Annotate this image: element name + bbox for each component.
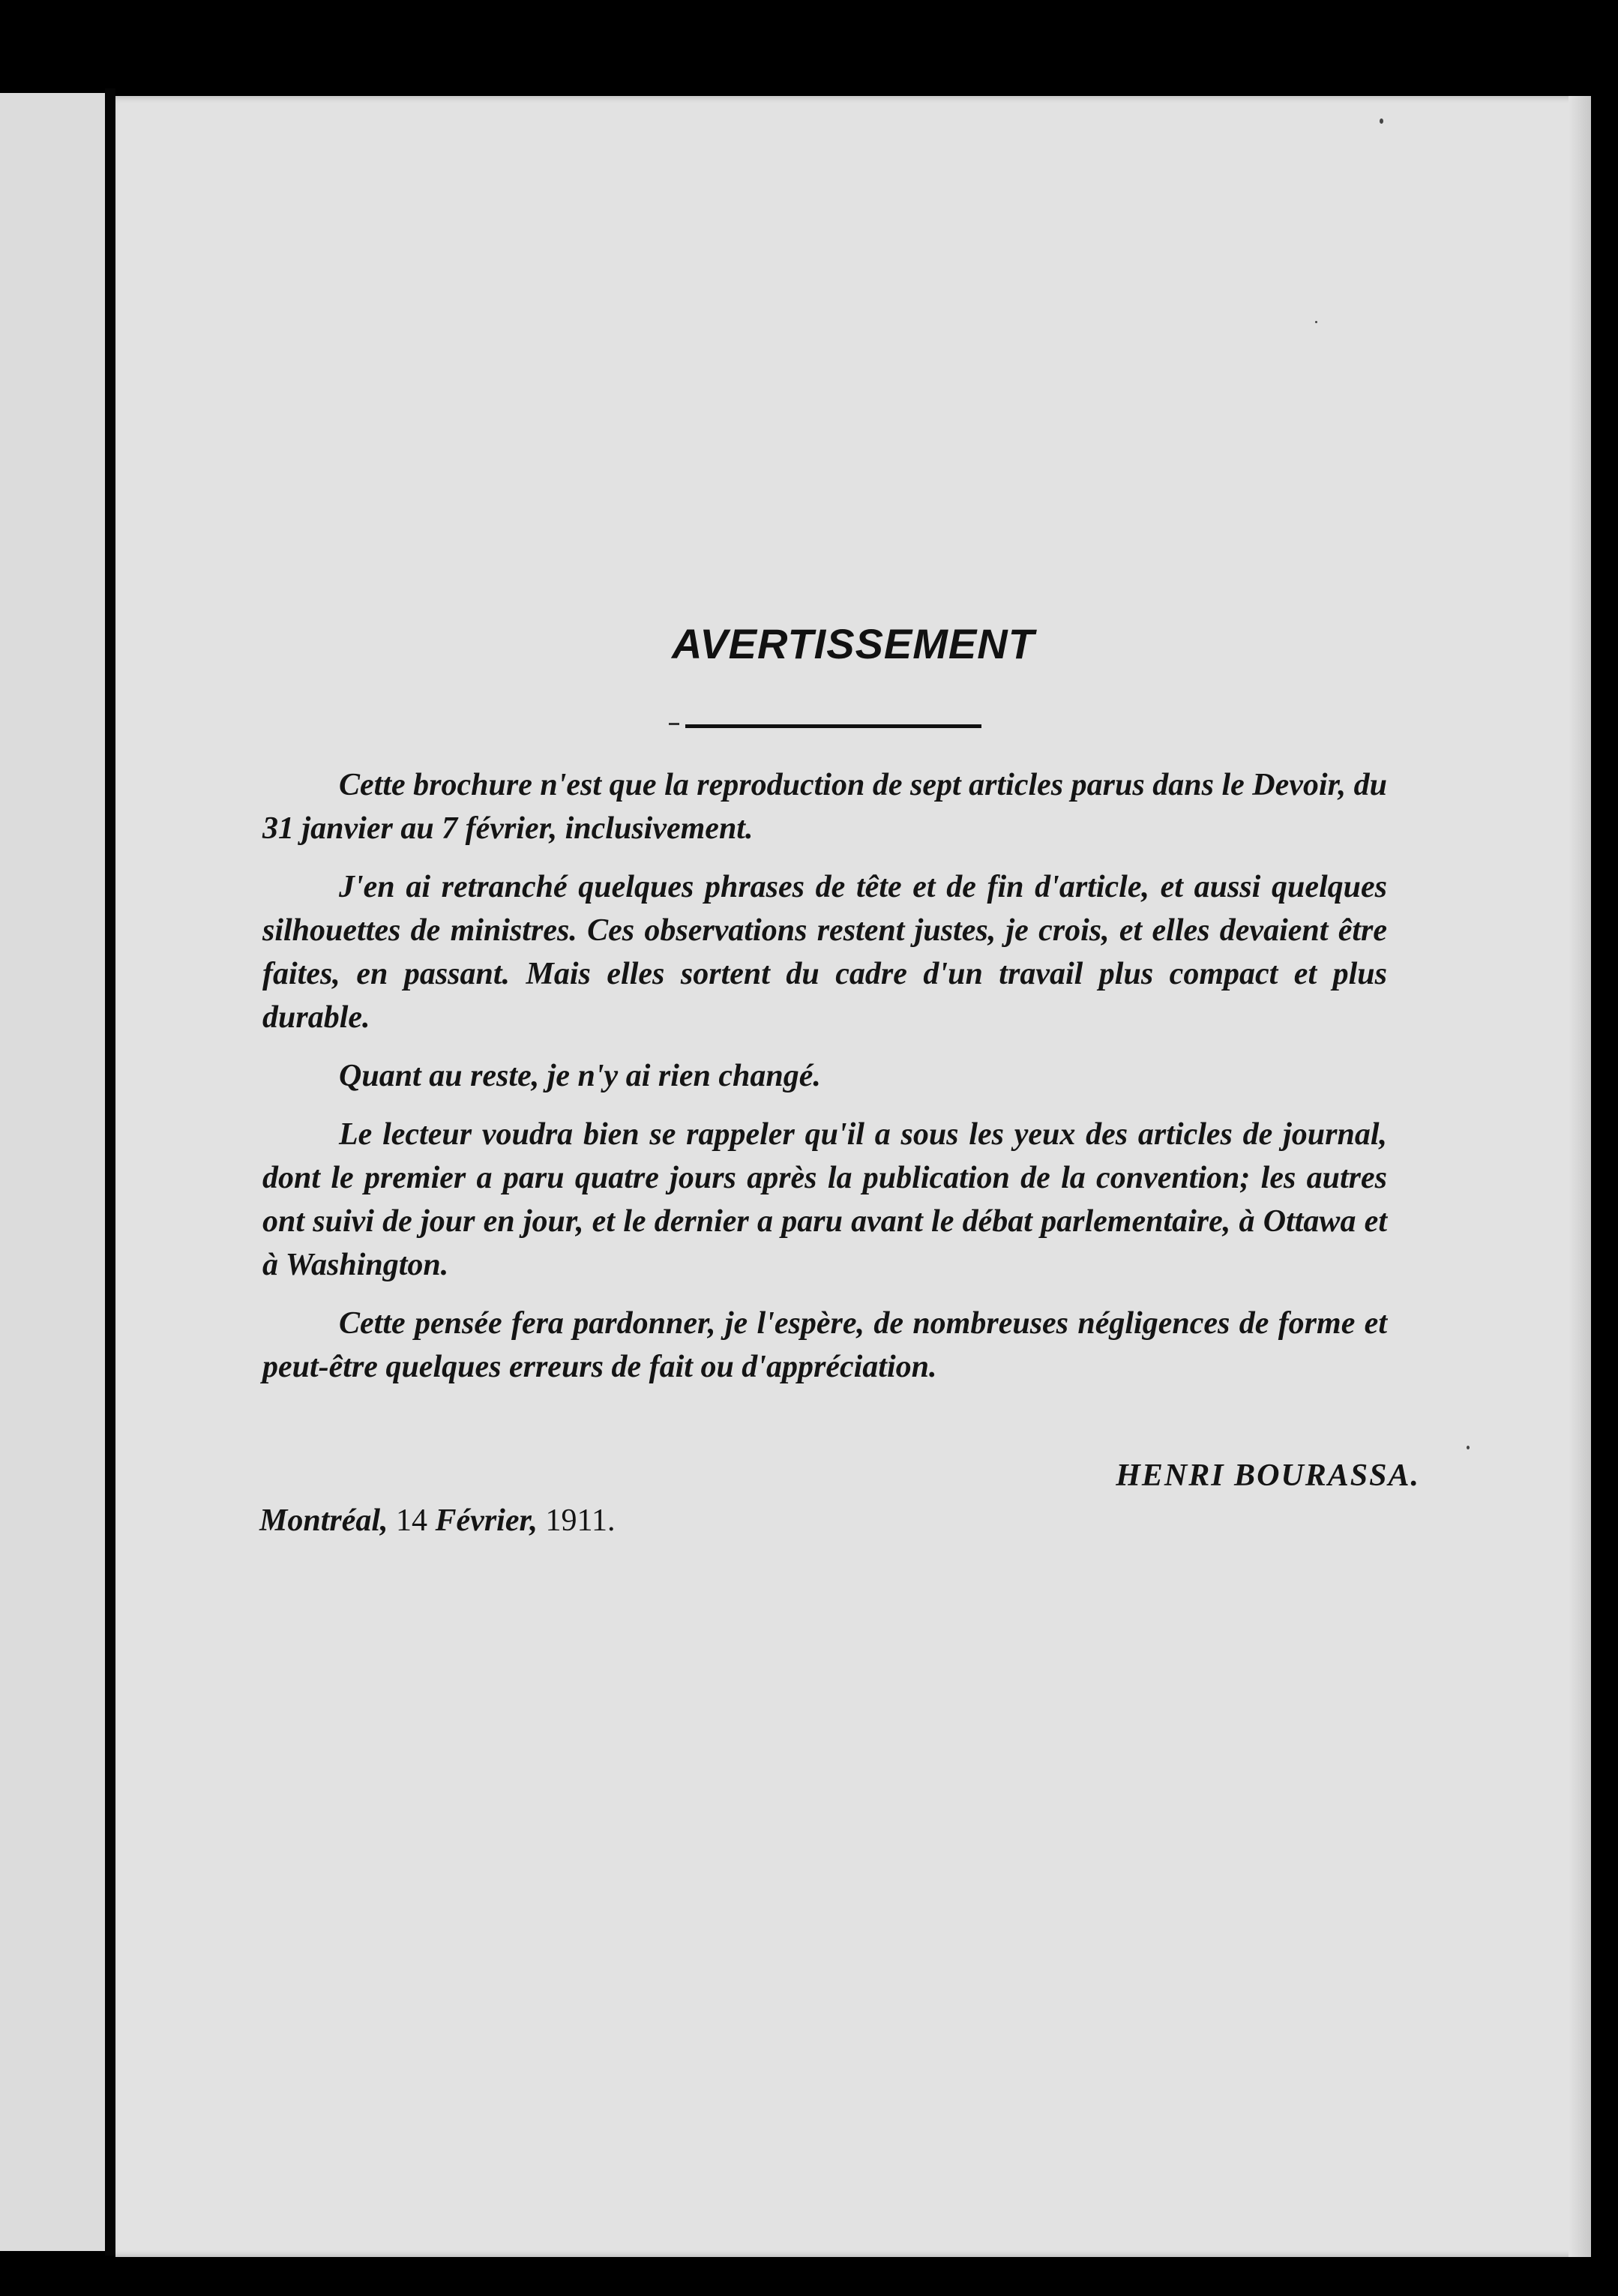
place-date-line <box>259 1503 615 1539</box>
paragraph: Quant au reste, je n'y ai rien changé. <box>339 1059 821 1093</box>
paragraph: Cette brochure n'est que la reproduction de sept articles parus dans le Devoir, du 31 janvier au 7 février, inclusivement. <box>262 768 1387 846</box>
paper-speck <box>1380 118 1383 124</box>
date-day: 14 <box>396 1503 428 1538</box>
body-text <box>262 763 1387 1404</box>
title-rule <box>685 724 981 728</box>
paper-speck <box>1315 321 1317 323</box>
paper-speck <box>1467 1446 1470 1449</box>
page-title: AVERTISSEMENT <box>672 620 1035 667</box>
date-month: Février, <box>435 1503 538 1538</box>
paragraph: Le lecteur voudra bien se rappeler qu'il a sous les yeux des articles de journal, dont le premier a paru quatre jours après la publication de la convention; les autres ont suivi de jour en jour, et le dernier a paru avant le débat parlementaire, à Ottawa et à Washington. <box>262 1117 1387 1282</box>
date-year: 1911. <box>545 1503 616 1538</box>
document-page <box>115 96 1591 2257</box>
title-rule-tick <box>669 723 679 725</box>
left-page-strip <box>0 93 105 2251</box>
page-edge-shadow <box>1569 96 1591 2257</box>
author-signature: HENRI BOURASSA. <box>1116 1458 1420 1493</box>
paragraph: J'en ai retranché quelques phrases de tête et de fin d'article, et aussi quelques silhouettes de ministres. Ces observations restent justes, je crois, et elles devaient être faites, en passant. Mais elles sortent du cadre d'un travail plus compact et plus durable. <box>262 870 1387 1035</box>
binding-gutter <box>105 88 115 2256</box>
paragraph: Cette pensée fera pardonner, je l'espère, de nombreuses négligences de forme et peut-être quelques erreurs de fait ou d'appréciation. <box>262 1306 1387 1384</box>
place-name: Montréal, <box>259 1503 388 1538</box>
